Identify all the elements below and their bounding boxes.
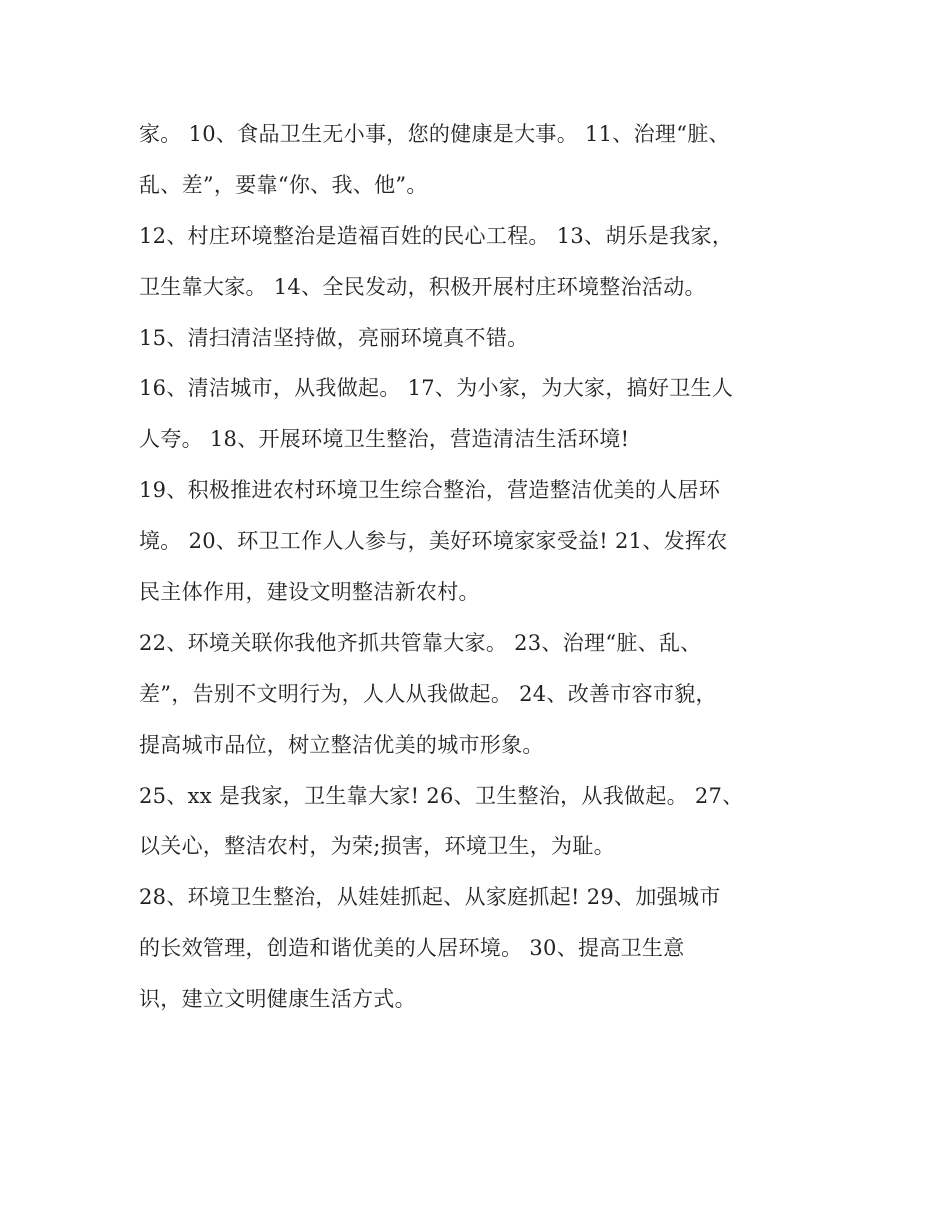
text-line: 家。 10、食品卫生无小事，您的健康是大事。 11、治理“脏、 <box>139 122 730 146</box>
text-line: 人夸。 18、开展环境卫生整治，营造清洁生活环境! <box>139 427 630 452</box>
text-line: 卫生靠大家。 14、全民发动，积极开展村庄环境整治活动。 <box>139 274 706 299</box>
slogan-text-block <box>139 109 839 1025</box>
text-line: 16、清洁城市，从我做起。 17、为小家，为大家，搞好卫生人 <box>139 376 734 401</box>
text-line: 以关心，整洁农村，为荣;损害，环境卫生，为耻。 <box>139 834 615 859</box>
text-line: 境。 20、环卫工作人人参与，美好环境家家受益! 21、发挥农 <box>139 529 728 554</box>
text-line: 的长效管理，创造和谐优美的人居环境。 30、提高卫生意 <box>139 936 685 961</box>
text-line: 15、清扫清洁坚持做，亮丽环境真不错。 <box>139 325 529 350</box>
text-line: 识，建立文明健康生活方式。 <box>139 987 416 1012</box>
text-line: 乱、差”，要靠“你、我、他”。 <box>139 172 428 197</box>
text-line: 12、村庄环境整治是造福百姓的民心工程。 13、胡乐是我家， <box>139 223 734 248</box>
text-line: 差”，告别不文明行为，人人从我做起。 24、改善市容市貌， <box>139 681 717 706</box>
text-line: 民主体作用，建设文明整洁新农村。 <box>139 580 480 605</box>
text-line: 提高城市品位，树立整洁优美的城市形象。 <box>139 732 544 757</box>
text-line: 28、环境卫生整治，从娃娃抓起、从家庭抓起! 29、加强城市 <box>139 885 721 910</box>
text-line: 19、积极推进农村环境卫生综合整治，营造整洁优美的人居环 <box>139 478 721 503</box>
text-line: 22、环境关联你我他齐抓共管靠大家。 23、治理“脏、乱、 <box>139 630 702 655</box>
text-line: 25、xx 是我家，卫生靠大家! 26、卫生整治，从我做起。 27、 <box>139 783 744 808</box>
